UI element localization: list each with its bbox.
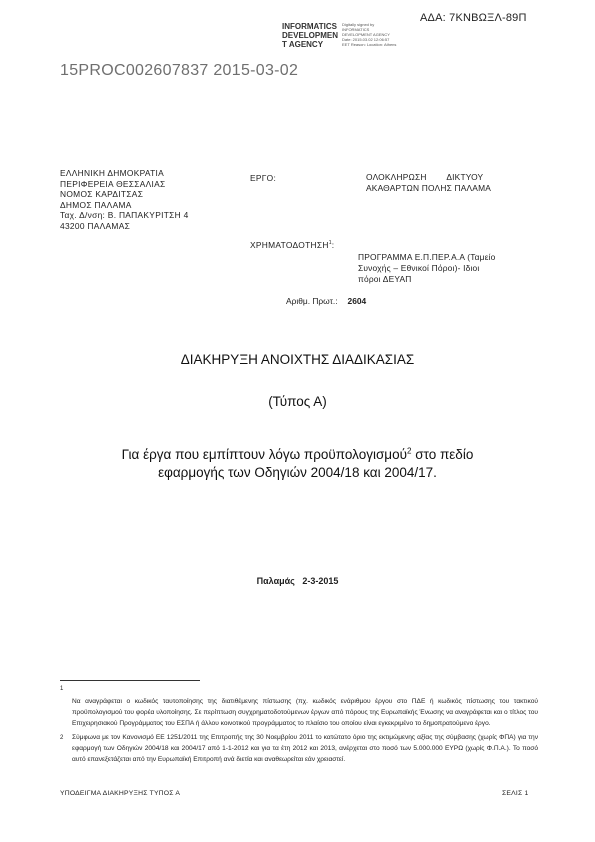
funding-value-line3: πόροι ΔΕΥΑΠ (358, 274, 412, 284)
footnote-text: Να αναγράφεται ο κωδικός ταυτοποίησης της διατιθέμενης πίστωσης (πχ. κωδικός ενάριθμου έργου στο ΠΔΕ ή κωδικός πίστωσης του τακτικού προϋπολογισμού του φορέα υλοποίησης. Σε περίπτωση συγχρηματοδοτούμενων έργων από πόρους της Ευρωπαϊκής Ένωσης να αναγράφεται και ο τίτλος του Επιχειρησιακού Προγράμματος του ΕΣΠΑ ή άλλου κοινοτικού προγράμματος το πλαίσιο του οποίου είναι εγκεκριμένο το δημοπρατούμενο έργο. (72, 698, 538, 727)
footer-left: ΥΠΟΔΕΙΓΜΑ ΔΙΑΚΗΡΥΞΗΣ ΤΥΠΟΣ Α (60, 790, 181, 797)
digital-signature-org: INFORMATICS DEVELOPMEN T AGENCY (282, 22, 339, 49)
footnote-divider (60, 680, 200, 681)
footnote-number: 1 (60, 686, 64, 692)
document-title: ΔΙΑΚΗΡΥΞΗ ΑΝΟΙΧΤΗΣ ΔΙΑΔΙΚΑΣΙΑΣ (180, 352, 415, 367)
funding-label: ΧΡΗΜΑΤΟΔΟΤΗΣΗ$^1$: (250, 240, 335, 250)
place-date: Παλαμάς 2-3-2015 (256, 576, 339, 586)
footnote-ref: 1 (328, 240, 332, 247)
authority-block (60, 168, 189, 232)
digital-signature-meta: Digitally signed by INFORMATICS DEVELOPMENT AGENCY Date: 2015.03.02 12:06:57 EET Reason: Location: Athens (342, 22, 397, 47)
footnote-text: Σύμφωνα με τον Κανονισμό ΕΕ 1251/2011 της Επιτροπής της 30 Νοεμβρίου 2011 το κατώτατο όριο της εκτιμώμενης αξίας της σύμβασης (χωρίς ΦΠΑ) για την εφαρμογή των Οδηγιών 2004/18 και 2004/17 από 1-1-2012 και για τα έτη 2012 και 2013, ανέρχεται στο ποσό των 5.000.000 ΕΥΡΩ (χωρίς Φ.Π.Α.). Το ποσό αυτό επανεξετάζεται από την Ευρωπαϊκή Επιτροπή ανά διετία και αναθεωρείται εάν χρειαστεί. (72, 734, 538, 763)
authority-line: 43200 ΠΑΛΑΜΑΣ (60, 220, 131, 231)
funding-value-line1: ΠΡΟΓΡΑΜΜΑ Ε.Π.ΠΕΡ.Α.Α (Ταμείο (358, 252, 496, 262)
project-label: ΕΡΓΟ: (250, 173, 277, 183)
authority-line: Ταχ. Δ/νση: Β. ΠΑΠΑΚΥΡΙΤΣΗ 4 (60, 210, 189, 221)
authority-line: ΝΟΜΟΣ ΚΑΡΔΙΤΣΑΣ (60, 189, 144, 200)
ada-code: ΑΔΑ: 7ΚΝΒΩΞΛ-89Π (420, 12, 527, 24)
protocol-number: Αριθμ. Πρωτ.: 2604 (286, 296, 367, 306)
project-value-line1: ΟΛΟΚΛΗΡΩΣΗ ΔΙΚΤΥΟΥ (366, 172, 484, 182)
footnote-ref: 2 (406, 446, 412, 456)
coat-of-arms-icon (64, 112, 104, 152)
page-number: ΣΕΛΙΣ 1 (502, 790, 529, 797)
footnote-number: 2 (60, 735, 64, 741)
authority-line: ΕΛΛΗΝΙΚΗ ΔΗΜΟΚΡΑΤΙΑ (60, 168, 165, 178)
authority-line: ΔΗΜΟΣ ΠΑΛΑΜΑ (60, 199, 132, 210)
funding-value-line2: Συνοχής – Εθνικοί Πόροι)- Ιδιοι (358, 263, 480, 273)
authority-line: ΠΕΡΙΦΕΡΕΙΑ ΘΕΣΣΑΛΙΑΣ (60, 178, 166, 189)
document-subtitle: Για έργα που εμπίπτουν λόγω προϋπολογισμού$^2$ στο πεδίο εφαρμογής των Οδηγιών 2004/18 και 2004/17. (121, 446, 474, 480)
procurement-id: 15PROC002607837 2015-03-02 (60, 62, 299, 79)
document-type: (Τύπος Α) (268, 394, 327, 409)
project-value-line2: ΑΚΑΘΑΡΤΩΝ ΠΟΛΗΣ ΠΑΛΑΜΑ (366, 183, 492, 193)
